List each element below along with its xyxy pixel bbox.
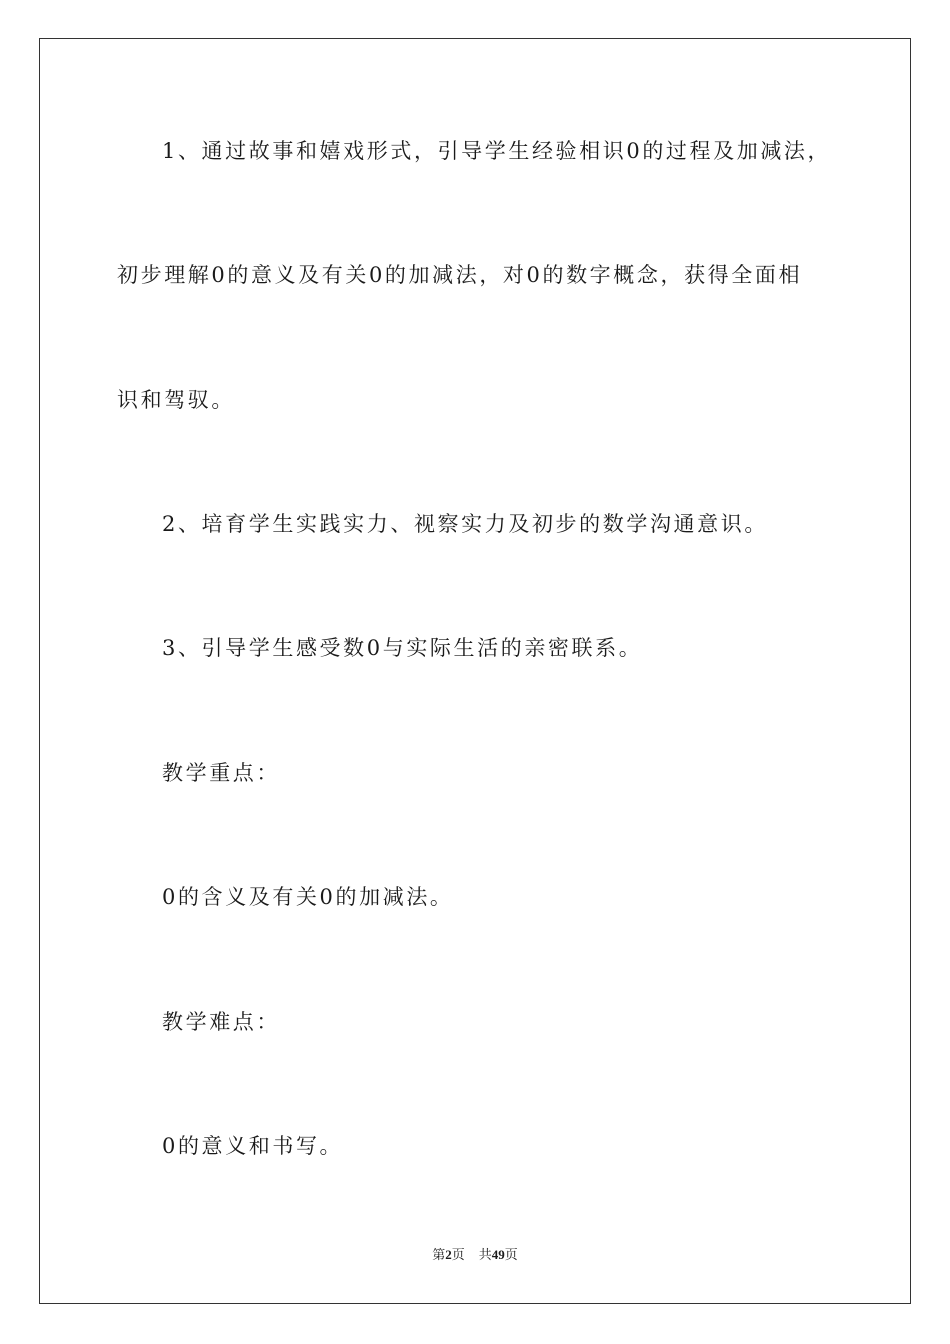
page-border xyxy=(39,38,911,1304)
footer-page-prefix: 第 xyxy=(432,1247,446,1262)
objective-2: 2、培育学生实践实力、视察实力及初步的数学沟通意识。 xyxy=(162,512,768,536)
footer-page-suffix: 页 xyxy=(451,1247,465,1262)
key-point-heading: 教学重点： xyxy=(162,761,280,785)
page-footer xyxy=(0,1246,950,1264)
objective-1-line-3: 识和驾驭。 xyxy=(117,388,235,412)
objective-1-line-1: 1、通过故事和嬉戏形式，引导学生经验相识0的过程及加减法， xyxy=(162,139,832,163)
difficulty-heading: 教学难点： xyxy=(162,1010,280,1034)
key-point-text: 0的含义及有关0的加减法。 xyxy=(162,885,454,909)
objective-3: 3、引导学生感受数0与实际生活的亲密联系。 xyxy=(162,636,643,660)
footer-total-suffix: 页 xyxy=(504,1247,518,1262)
footer-total-prefix: 共 xyxy=(478,1247,492,1262)
footer-page-number: 2 xyxy=(445,1247,452,1262)
footer-total-pages: 49 xyxy=(491,1247,505,1262)
objective-1-line-2: 初步理解0的意义及有关0的加减法，对0的数字概念，获得全面相 xyxy=(117,263,803,287)
difficulty-text: 0的意义和书写。 xyxy=(162,1134,344,1158)
